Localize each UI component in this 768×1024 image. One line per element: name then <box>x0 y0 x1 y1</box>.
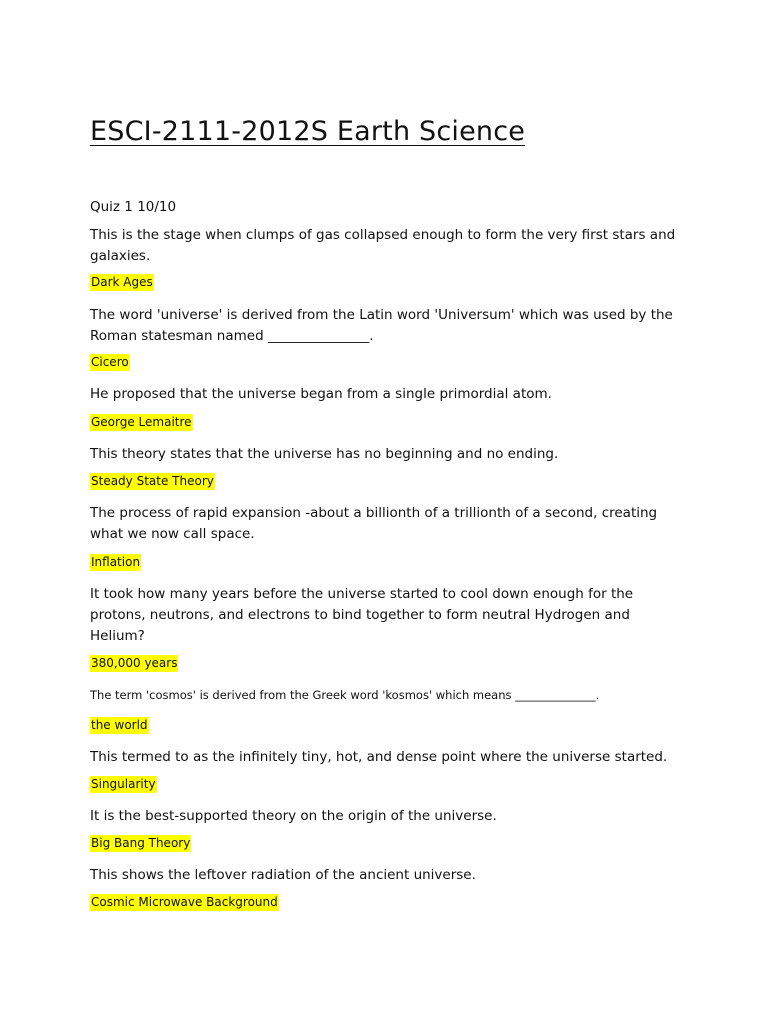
answer-2 <box>90 353 130 372</box>
quiz-score-label: Quiz 1 10/10 <box>90 199 177 215</box>
answer-9-text: Big Bang Theory <box>91 836 191 850</box>
answer-3 <box>90 413 193 432</box>
answer-10 <box>90 893 279 912</box>
answer-7-text: the world <box>91 718 148 732</box>
question-4: This theory states that the universe has no beginning and no ending. <box>90 446 559 462</box>
answer-6-text: 380,000 years <box>91 656 178 670</box>
question-3: He proposed that the universe began from a single primordial atom. <box>90 386 552 402</box>
answer-1 <box>90 273 154 292</box>
question-7: The term 'cosmos' is derived from the Greek word 'kosmos' which means ______________. <box>90 688 600 702</box>
question-5: The process of rapid expansion -about a billionth of a trillionth of a second, creating what we now call space. <box>90 505 658 542</box>
answer-1-text: Dark Ages <box>91 275 153 289</box>
answer-10-text: Cosmic Microwave Background <box>91 895 278 909</box>
question-2: The word 'universe' is derived from the Latin word 'Universum' which was used by the Roman statesman named _______________. <box>90 307 673 344</box>
question-9: It is the best-supported theory on the origin of the universe. <box>90 808 497 824</box>
answer-4 <box>90 472 215 491</box>
answer-9 <box>90 834 191 853</box>
answer-5 <box>90 553 141 572</box>
question-1: This is the stage when clumps of gas collapsed enough to form the very first stars and galaxies. <box>90 227 676 264</box>
page-title: ESCI-2111-2012S Earth Science <box>90 116 526 147</box>
answer-6 <box>90 654 178 673</box>
question-6: It took how many years before the universe started to cool down enough for the protons, neutrons, and electrons to bind together to form neutral Hydrogen and Helium? <box>90 586 634 644</box>
question-8: This termed to as the infinitely tiny, hot, and dense point where the universe started. <box>90 749 668 765</box>
answer-3-text: George Lemaitre <box>91 415 192 429</box>
answer-7 <box>90 716 149 735</box>
answer-8 <box>90 775 157 794</box>
answer-4-text: Steady State Theory <box>91 474 214 488</box>
question-10: This shows the leftover radiation of the ancient universe. <box>90 867 476 883</box>
answer-2-text: Cicero <box>91 355 129 369</box>
answer-8-text: Singularity <box>91 777 156 791</box>
answer-5-text: Inflation <box>91 555 141 569</box>
